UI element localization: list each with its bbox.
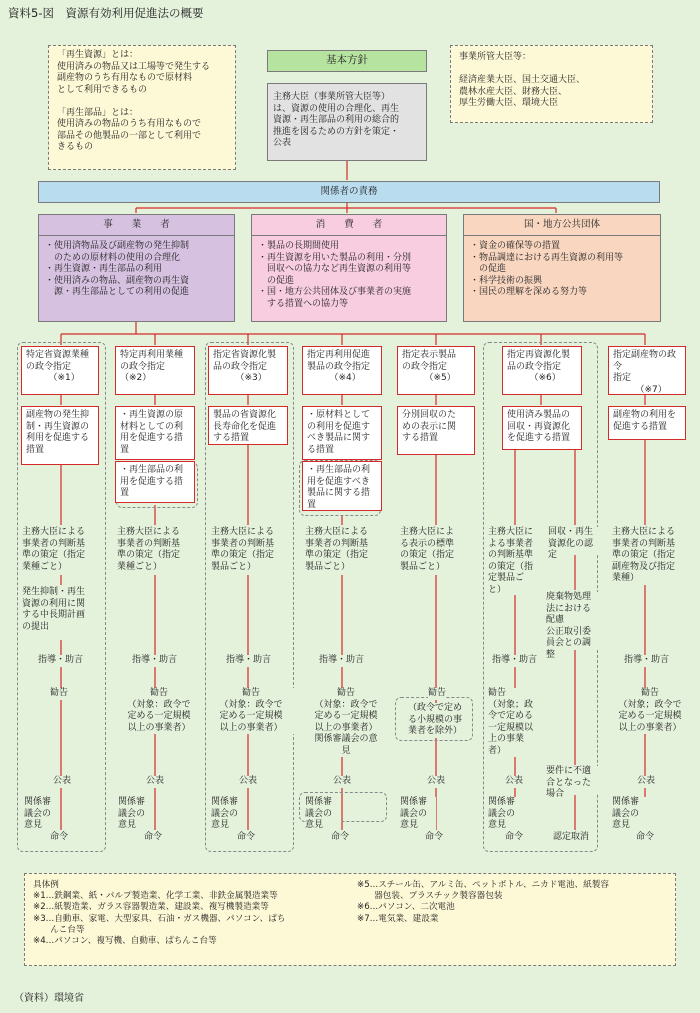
column-1-standard: 主務大臣による 事業者の判断基 準の策定（指定 業種ごと） (22, 527, 104, 575)
column-7-measure: 副産物の利用を 促進する措置 (608, 406, 686, 440)
column-6-council: 関係審 議会の 意見 (488, 797, 524, 832)
government-duties: ・資金の確保等の措置 ・物品調達における再生資源の利用等 の促進 ・科学技術の振興 ・国民の理解を深める努力等 (463, 236, 661, 322)
column-1-guidance: 指導・助言 (38, 655, 84, 665)
definitions-box: 「再生資源」とは： 使用済みの物品又は工場等で発生する 副産物のうち有用なもので原材料 として利用できるもの 「再生部品」とは： 使用済みの物品のうち有用なもので 部品その他製品の一部として利用で きるもの (48, 45, 236, 170)
column-6-public: 公表 (505, 776, 524, 786)
column-1-order: 命令 (50, 832, 69, 842)
column-2-standard: 主務大臣による 事業者の判断基 準の策定（指定 業種ごと） (117, 527, 199, 575)
column-3-advice: 勧告 （対象：政令で 定める一定規模 以上の事業者） (208, 688, 294, 734)
column-4-measure-2: ・再生部品の利 用を促進すべき 製品に関する措 置 (302, 461, 382, 511)
consumer-header: 消 費 者 (251, 214, 447, 236)
column-6-standard: 主務大臣に よる事業者 の判断基準 の策定（指 定製品ご と） (488, 527, 544, 595)
column-2-guidance: 指導・助言 (132, 655, 178, 665)
column-6-waste-law: 廃棄物処理 法における 配慮 公正取引委 員会との調 整 (546, 592, 598, 650)
column-7-council: 関係審 議会の 意見 (612, 797, 648, 832)
business-header: 事 業 者 (38, 214, 235, 236)
column-2-advice: 勧告 （対象：政令で 定める一定規模 以上の事業者） (116, 688, 202, 734)
column-3-title: 指定省資源化製 品の政令指定 （※3） (208, 346, 288, 395)
figure-title: 資料5-図 資源有効利用促進法の概要 (8, 6, 204, 20)
column-6-title: 指定再資源化製 品の政令指定 （※6） (502, 346, 582, 395)
column-3-public: 公表 (239, 776, 258, 786)
basic-policy-box: 主務大臣（事業所管大臣等） は、資源の使用の合理化、再生 資源・再生部品の利用の総合的 推進を図るための方針を策定・ 公表 (267, 83, 427, 161)
column-4-public: 公表 (333, 776, 352, 786)
column-5-advice-note: （政令で定め る小規模の事 業者を除外） (399, 703, 471, 738)
column-1-council: 関係審 議会の 意見 (24, 797, 60, 832)
consumer-duties: ・製品の長期間使用 ・再生資源を用いた製品の利用・分別 回収への協力など再生資源の利用等 の促進 ・国・地方公共団体及び事業者の実施 する措置への協力等 (251, 236, 447, 322)
column-4-standard: 主務大臣による 事業者の判断基 準の策定（指定 製品ごと） (305, 527, 387, 575)
column-4-order: 命令 (331, 832, 350, 842)
column-1-measure: 副産物の発生抑 制・再生資源の 利用を促進する 措置 (21, 406, 99, 465)
column-1-plan: 発生抑制・再生 資源の利用に関 する中長期計画 の提出 (22, 587, 104, 639)
column-4-council: 関係審 議会の 意見 (305, 797, 341, 832)
column-1-advice: 勧告 (50, 688, 69, 698)
column-7-title: 指定副産物の政令 指定 （※7） (608, 346, 686, 395)
column-2-council: 関係審 議会の 意見 (118, 797, 154, 832)
column-6-advice: 勧告 （対象；政 令で定める 一定規模以 上の事業 者） (488, 688, 544, 757)
column-3-guidance: 指導・助言 (226, 655, 272, 665)
column-5-order: 命令 (425, 832, 444, 842)
column-6-cancel: 認定取消 (553, 832, 590, 842)
column-3-council: 関係審 議会の 意見 (211, 797, 247, 832)
column-5-title: 指定表示製品 の政令指定 （※5） (397, 346, 475, 395)
column-2-title: 特定再利用業種 の政令指定（※2） (115, 346, 195, 395)
column-6-measure: 使用済み製品の 回収・再資源化 を促進する措置 (502, 406, 582, 450)
examples-box (24, 873, 676, 966)
basic-policy-title: 基本方針 (267, 50, 427, 72)
column-7-guidance: 指導・助言 (624, 655, 670, 665)
column-4-guidance: 指導・助言 (319, 655, 365, 665)
column-4-advice: 勧告 （対象：政令で 定める一定規模 以上の事業者） 関係審議会の意 見 (303, 688, 389, 757)
column-7-order: 命令 (636, 832, 655, 842)
source-note: （資料）環境省 (14, 993, 84, 1004)
column-2-order: 命令 (144, 832, 163, 842)
column-1-title: 特定省資源業種 の政令指定 （※1） (21, 346, 99, 395)
business-duties: ・使用済物品及び副産物の発生抑制 のための原材料の使用の合理化 ・再生資源・再生部品の利用 ・使用済みの物品、副産物の再生資 源・再生部品としての利用の促進 (38, 236, 235, 322)
column-3-measure: 製品の省資源化 長寿命化を促進 する措置 (208, 406, 288, 445)
column-3-order: 命令 (237, 832, 256, 842)
column-6-order: 命令 (505, 832, 524, 842)
column-1-public: 公表 (53, 776, 72, 786)
column-4-title: 指定再利用促進 製品の政令指定 （※4） (302, 346, 382, 395)
column-5-standard: 主務大臣によ る表示の標準 の策定（指定 製品ごと） (400, 527, 476, 575)
column-6-certification: 回収・再生 資源化の認 定 (548, 527, 598, 555)
column-6-guidance: 指導・助言 (492, 655, 538, 665)
column-7-public: 公表 (637, 776, 656, 786)
examples-left: 具体例 ※1…鉄鋼業、紙・パルプ製造業、化学工業、非鉄金属製造業等 ※2…紙製造業、ガラス容器製造業、建設業、複写機製造業等 ※3…自動車、家電、大型家具、石油・ガス機器、パソコン、ぱち んこ台等 ※4…パソコン、複写機、自動車、ぱちんこ台等 (33, 880, 286, 947)
column-4-measure: ・原材料として の利用を促進す べき製品に関す る措置 (302, 406, 382, 460)
column-7-advice: 勧告 （対象；政令で 定める一定規模 以上の事業者） (606, 688, 694, 734)
ministers-box: 事業所管大臣等： 経済産業大臣、国土交通大臣、 農林水産大臣、財務大臣、 厚生労働大臣、環境大臣 (450, 45, 653, 123)
column-6-noncompliance: 要件に不適 合となった 場合 (546, 766, 598, 794)
column-2-measure: ・再生資源の原 材料としての利 用を促進する措 置 (115, 406, 195, 460)
column-2-public: 公表 (146, 776, 165, 786)
examples-right: ※5…スチール缶、アルミ缶、ペットボトル、ニカド電池、紙製容 器包装、プラスチック製容器包装 ※6…パソコン、二次電池 ※7…電気業、建設業 (357, 880, 609, 924)
column-2-measure-2: ・再生部品の利 用を促進する措 置 (115, 461, 195, 503)
column-5-council: 関係審 議会の 意見 (400, 797, 436, 832)
column-5-advice: 勧告 (428, 688, 447, 698)
government-header: 国・地方公共団体 (463, 214, 661, 236)
column-5-public: 公表 (427, 776, 446, 786)
column-5-measure: 分別回収のた めの表示に関 する措置 (397, 406, 475, 455)
column-7-standard: 主務大臣による 事業者の判断基 準の策定（指定 副産物及び指定 業種） (612, 527, 692, 585)
duties-bar: 関係者の責務 (38, 181, 660, 203)
column-3-standard: 主務大臣による 事業者の判断基 準の策定（指定 製品ごと） (211, 527, 293, 575)
